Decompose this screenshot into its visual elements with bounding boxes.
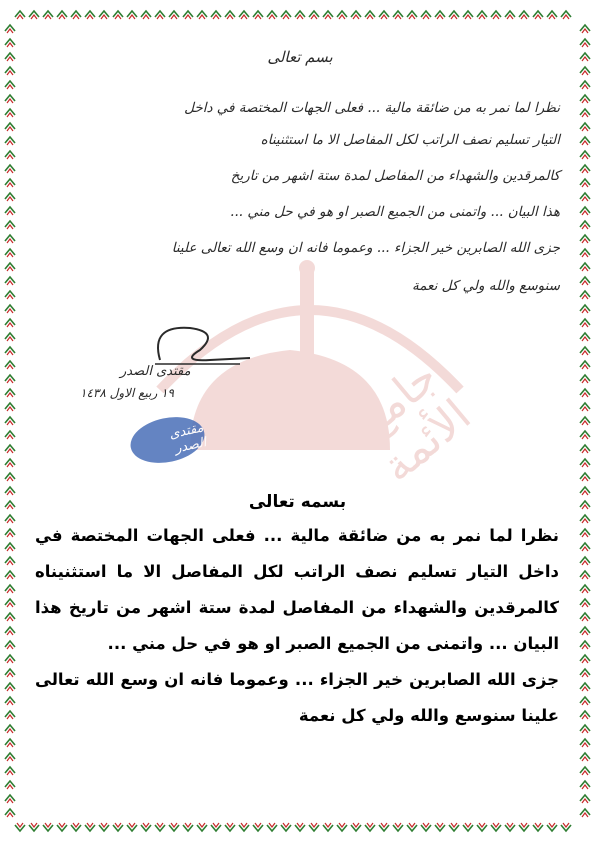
handwritten-line: هذا البيان ... واتمنى من الجميع الصبر او هو في حل مني ... (230, 204, 560, 220)
border-motif (505, 11, 515, 19)
border-motif (113, 823, 123, 831)
border-motif (337, 11, 347, 19)
border-motif (57, 11, 67, 19)
border-motif (5, 445, 15, 453)
border-motif (15, 823, 25, 831)
border-motif (580, 683, 590, 691)
border-motif (449, 11, 459, 19)
border-motif (580, 375, 590, 383)
border-motif (5, 725, 15, 733)
border-motif (463, 823, 473, 831)
border-motif (85, 11, 95, 19)
border-motif (365, 11, 375, 19)
border-motif (183, 823, 193, 831)
border-motif (580, 585, 590, 593)
border-motif (211, 11, 221, 19)
border-motif (393, 823, 403, 831)
typed-paragraph: نظرا لما نمر به من ضائقة مالية ... فعلى الجهات المختصة في داخل التيار تسليم نصف الراتب لكل المفاصل الا ما استثنيناه كالمرقدين والشهداء من المفاصل لمدة ستة اشهر من تاريخ هذا البيان ... واتمنى من الجميع الصبر او هو في حل مني ... (35, 526, 559, 653)
border-motif (421, 11, 431, 19)
border-motif (580, 417, 590, 425)
border-motif (580, 165, 590, 173)
border-motif (580, 221, 590, 229)
border-motif (5, 95, 15, 103)
border-motif (435, 823, 445, 831)
border-motif (29, 823, 39, 831)
handwritten-line: سنوسع والله ولي كل نعمة (412, 278, 560, 294)
border-motif (491, 823, 501, 831)
handwritten-line: التيار تسليم نصف الراتب لكل المفاصل الا ما استثنيناه (260, 132, 560, 148)
border-motif (351, 11, 361, 19)
border-motif (309, 11, 319, 19)
border-motif (5, 39, 15, 47)
border-motif (5, 193, 15, 201)
border-motif (580, 207, 590, 215)
border-motif (580, 557, 590, 565)
border-motif (580, 781, 590, 789)
border-motif (580, 291, 590, 299)
handwritten-line: نظرا لما نمر به من ضائقة مالية ... فعلى الجهات المختصة في داخل (184, 100, 560, 116)
border-motif (5, 67, 15, 75)
border-motif (337, 823, 347, 831)
signature-scribble (80, 320, 280, 370)
border-motif (323, 11, 333, 19)
border-motif (519, 11, 529, 19)
border-motif (5, 613, 15, 621)
border-motif (127, 11, 137, 19)
border-motif (253, 11, 263, 19)
border-motif (5, 431, 15, 439)
border-motif (5, 753, 15, 761)
border-motif (547, 823, 557, 831)
border-motif (5, 599, 15, 607)
border-motif (561, 823, 571, 831)
border-motif (580, 445, 590, 453)
border-motif (519, 823, 529, 831)
border-motif (5, 305, 15, 313)
border-motif (580, 179, 590, 187)
border-motif (407, 11, 417, 19)
border-motif (580, 151, 590, 159)
border-motif (5, 459, 15, 467)
border-motif (5, 81, 15, 89)
border-motif (580, 529, 590, 537)
border-motif (281, 823, 291, 831)
border-motif (580, 753, 590, 761)
border-motif (580, 431, 590, 439)
border-motif (449, 823, 459, 831)
border-motif (5, 809, 15, 817)
border-motif (421, 823, 431, 831)
border-motif (580, 599, 590, 607)
border-motif (15, 11, 25, 19)
border-motif (580, 655, 590, 663)
border-motif (5, 739, 15, 747)
border-motif (351, 823, 361, 831)
border-motif (5, 221, 15, 229)
official-stamp (126, 411, 209, 470)
border-motif (580, 389, 590, 397)
border-motif (5, 235, 15, 243)
border-motif (580, 53, 590, 61)
border-motif (225, 11, 235, 19)
border-motif (580, 543, 590, 551)
border-motif (141, 823, 151, 831)
border-motif (5, 795, 15, 803)
border-motif (5, 151, 15, 159)
border-motif (253, 823, 263, 831)
border-motif (99, 11, 109, 19)
border-motif (477, 823, 487, 831)
border-motif (29, 11, 39, 19)
border-motif (5, 473, 15, 481)
border-motif (5, 417, 15, 425)
watermark-text: جامع الأئمة (347, 350, 481, 493)
border-motif (169, 11, 179, 19)
border-motif (239, 11, 249, 19)
handwritten-line: جزى الله الصابرين خير الجزاء ... وعموما فانه ان وسع الله تعالى علينا (171, 240, 560, 256)
border-motif (5, 25, 15, 33)
border-motif (580, 123, 590, 131)
border-motif (580, 571, 590, 579)
border-motif (5, 375, 15, 383)
border-motif (155, 11, 165, 19)
border-motif (295, 823, 305, 831)
border-motif (580, 193, 590, 201)
border-motif (379, 11, 389, 19)
border-motif (5, 669, 15, 677)
border-motif (435, 11, 445, 19)
border-motif (5, 781, 15, 789)
stamp-text: مقتدى الصدر (167, 420, 208, 457)
border-motif (5, 655, 15, 663)
border-motif (580, 515, 590, 523)
border-motif (463, 11, 473, 19)
border-motif (580, 249, 590, 257)
border-motif (99, 823, 109, 831)
border-motif (580, 39, 590, 47)
border-motif (281, 11, 291, 19)
border-motif (225, 823, 235, 831)
border-motif (580, 347, 590, 355)
border-motif (5, 179, 15, 187)
border-motif (580, 81, 590, 89)
border-motif (5, 109, 15, 117)
border-motif (5, 137, 15, 145)
border-motif (580, 277, 590, 285)
border-motif (547, 11, 557, 19)
border-motif (211, 823, 221, 831)
border-motif (169, 823, 179, 831)
border-motif (267, 11, 277, 19)
border-motif (580, 809, 590, 817)
border-motif (491, 11, 501, 19)
border-motif (5, 277, 15, 285)
border-motif (239, 823, 249, 831)
signature-block (80, 320, 280, 470)
border-motif (57, 823, 67, 831)
border-motif (5, 291, 15, 299)
border-motif (580, 235, 590, 243)
border-motif (580, 333, 590, 341)
border-motif (85, 823, 95, 831)
border-motif (580, 627, 590, 635)
border-motif (580, 403, 590, 411)
border-motif (580, 137, 590, 145)
border-motif (477, 11, 487, 19)
border-motif (5, 697, 15, 705)
border-motif (5, 207, 15, 215)
handwritten-header: بسم تعالى (267, 48, 333, 66)
border-motif (580, 669, 590, 677)
border-motif (580, 697, 590, 705)
border-motif (155, 823, 165, 831)
border-motif (5, 711, 15, 719)
border-motif (580, 109, 590, 117)
border-motif (197, 823, 207, 831)
border-motif (580, 473, 590, 481)
border-motif (561, 11, 571, 19)
border-motif (580, 767, 590, 775)
border-motif (309, 823, 319, 831)
border-motif (5, 319, 15, 327)
border-motif (141, 11, 151, 19)
border-motif (580, 711, 590, 719)
typed-body (35, 518, 559, 734)
border-motif (5, 557, 15, 565)
typed-title: بسمه تعالى (248, 492, 347, 512)
border-motif (580, 739, 590, 747)
border-motif (5, 767, 15, 775)
border-motif (533, 823, 543, 831)
border-motif (5, 123, 15, 131)
border-motif (580, 25, 590, 33)
border-motif (43, 823, 53, 831)
border-motif (580, 67, 590, 75)
border-motif (580, 459, 590, 467)
border-motif (127, 823, 137, 831)
border-motif (5, 543, 15, 551)
border-motif (5, 585, 15, 593)
border-motif (267, 823, 277, 831)
border-motif (5, 627, 15, 635)
border-motif (580, 319, 590, 327)
border-motif (5, 571, 15, 579)
border-motif (5, 347, 15, 355)
border-motif (393, 11, 403, 19)
border-motif (183, 11, 193, 19)
border-motif (5, 361, 15, 369)
border-motif (113, 11, 123, 19)
border-motif (580, 95, 590, 103)
border-motif (5, 641, 15, 649)
border-motif (43, 11, 53, 19)
border-motif (71, 11, 81, 19)
border-motif (5, 403, 15, 411)
border-motif (5, 165, 15, 173)
border-motif (295, 11, 305, 19)
border-motif (533, 11, 543, 19)
border-motif (580, 725, 590, 733)
border-motif (5, 515, 15, 523)
signature-date: ١٩ ربيع الاول ١٤٣٨ (80, 386, 174, 400)
border-motif (505, 823, 515, 831)
border-motif (580, 795, 590, 803)
border-motif (197, 11, 207, 19)
typed-paragraph: جزى الله الصابرين خير الجزاء ... وعموما فانه ان وسع الله تعالى علينا سنوسع والله ولي كل نعمة (35, 670, 559, 725)
border-motif (407, 823, 417, 831)
border-motif (580, 641, 590, 649)
border-motif (580, 305, 590, 313)
border-motif (580, 613, 590, 621)
border-motif (5, 389, 15, 397)
border-motif (5, 249, 15, 257)
handwritten-line: كالمرقدين والشهداء من المفاصل لمدة ستة اشهر من تاريخ (230, 168, 560, 184)
border-motif (5, 683, 15, 691)
signature-name: مقتدى الصدر (120, 364, 191, 379)
border-motif (323, 823, 333, 831)
border-motif (379, 823, 389, 831)
border-motif (5, 529, 15, 537)
border-motif (580, 263, 590, 271)
border-motif (71, 823, 81, 831)
border-motif (580, 361, 590, 369)
border-motif (5, 333, 15, 341)
border-motif (5, 263, 15, 271)
border-motif (365, 823, 375, 831)
border-motif (5, 53, 15, 61)
